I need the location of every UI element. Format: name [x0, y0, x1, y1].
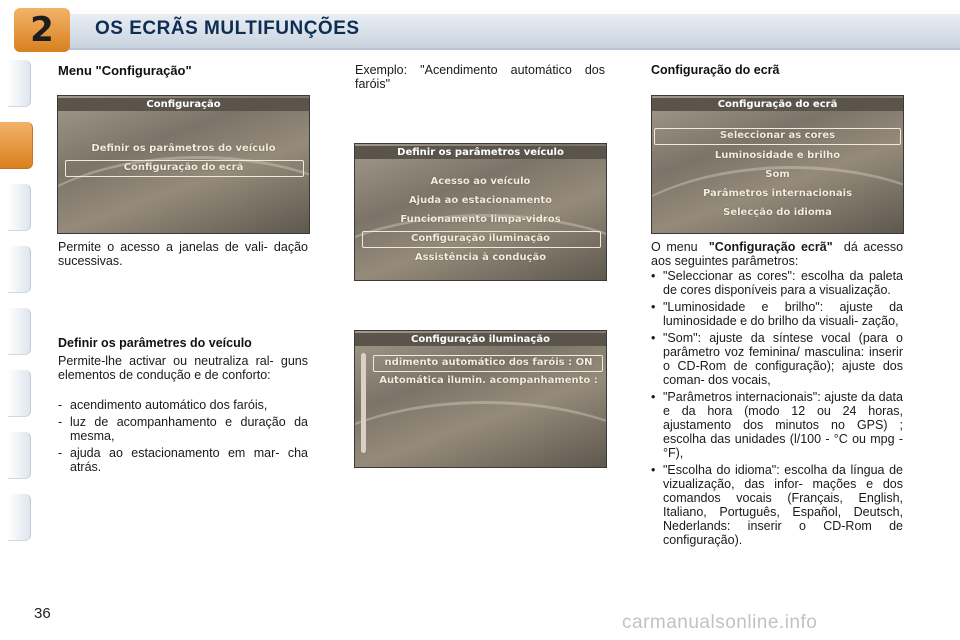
- col3-heading: Configuração do ecrã: [651, 63, 780, 77]
- col3-bullet-list: [651, 269, 903, 550]
- section2-list: [58, 398, 308, 477]
- screen-menu-item[interactable]: Funcionamento limpa-vidros: [400, 214, 561, 225]
- watermark: carmanualsonline.info: [622, 612, 818, 633]
- list-item: - luz de acompanhamento e duração da mesma,: [58, 415, 308, 443]
- screen-configuracao-ecra: [651, 95, 904, 234]
- screen-menu-item[interactable]: Assistência à condução: [414, 252, 547, 263]
- screen-menu-item-selected[interactable]: Seleccionar as cores: [719, 130, 836, 141]
- col3-intro: [651, 240, 903, 268]
- chapter-tab-5[interactable]: [8, 308, 31, 355]
- screen-menu-item[interactable]: Som: [765, 169, 790, 180]
- screen-menu-item-selected[interactable]: Configuração iluminação: [411, 233, 550, 244]
- screen-menu-item[interactable]: Acesso ao veículo: [430, 176, 531, 187]
- screen-scrollbar[interactable]: [361, 353, 366, 453]
- screen-menu-item[interactable]: Selecção do idioma: [723, 207, 832, 218]
- chapter-tabs: [0, 60, 34, 580]
- chapter-tab-8[interactable]: [8, 494, 31, 541]
- list-item: • "Luminosidade e brilho": ajuste da luminosidade e do brilho da visuali- zação,: [651, 300, 903, 328]
- chapter-tab-7[interactable]: [8, 432, 31, 479]
- list-item: • "Escolha do idioma": escolha da língua de vizualização, das infor- mações e dos comandos vocais (Français, English, Italiano, Português, Español, Deutsch, Nederlands: inserir o CD-Rom de configuração).: [651, 463, 903, 547]
- list-item: - acendimento automático dos faróis,: [58, 398, 308, 412]
- list-item: - ajuda ao estacionamento em mar- cha atrás.: [58, 446, 308, 474]
- screen-title: Configuração do ecrã: [652, 98, 903, 111]
- chapter-tab-2-active[interactable]: [0, 122, 33, 169]
- screen-title: Configuração: [58, 98, 309, 111]
- chapter-badge: 2: [14, 8, 70, 52]
- screen-menu-item[interactable]: Definir os parâmetros do veículo: [91, 143, 276, 154]
- intro-prefix: O menu: [651, 240, 698, 254]
- section2-paragraph: Permite-lhe activar ou neutraliza ral- guns elementos de condução e de conforto:: [58, 354, 308, 382]
- screen-menu-item-selected[interactable]: Configuração do ecrã: [123, 162, 244, 173]
- section2-heading: Definir os parâmetres do veículo: [58, 336, 252, 350]
- screen-configuracao-iluminacao: [354, 330, 607, 468]
- list-item: • "Parâmetros internacionais": ajuste da data e da hora (modo 12 ou 24 horas, ajustamento dos minutos no GPS) ; escolha das unidades (l/100 - °C ou mpg - °F),: [651, 390, 903, 460]
- screen-title: Configuração iluminação: [355, 333, 606, 346]
- chapter-tab-6[interactable]: [8, 370, 31, 417]
- screen-configuracao: [57, 95, 310, 234]
- intro-bold: "Configuração ecrã": [708, 240, 833, 254]
- list-item: • "Seleccionar as cores": escolha da paleta de cores disponíveis para a visualização.: [651, 269, 903, 297]
- col1-paragraph: Permite o acesso a janelas de vali- dação sucessivas.: [58, 240, 308, 268]
- page-number: 36: [34, 605, 51, 622]
- screen-menu-item[interactable]: Parâmetros internacionais: [702, 188, 853, 199]
- col2-caption: Exemplo: "Acendimento automático dos faróis": [355, 63, 605, 91]
- chapter-tab-3[interactable]: [8, 184, 31, 231]
- chapter-tab-4[interactable]: [8, 246, 31, 293]
- col1-heading: Menu "Configuração": [58, 63, 192, 78]
- screen-menu-item[interactable]: Automática ilumin. acompanhamento :: [379, 375, 598, 386]
- screen-menu-item[interactable]: Luminosidade e brilho: [714, 150, 841, 161]
- chapter-tab-1[interactable]: [8, 60, 31, 107]
- screen-title: Definir os parâmetros veículo: [355, 146, 606, 159]
- screen-menu-item-selected[interactable]: ndimento automático dos faróis : ON: [384, 357, 593, 368]
- page-title: OS ECRÃS MULTIFUNÇÕES: [95, 18, 360, 39]
- screen-definir-parametros: [354, 143, 607, 281]
- intro-suffix: dá acesso aos seguintes parâmetros:: [651, 240, 904, 268]
- list-item: • "Som": ajuste da síntese vocal (para o parâmetro voz feminina/ masculina: inserir o CD-Rom de configuração); ajuste dos coman- dos vocais,: [651, 331, 903, 387]
- screen-menu-item[interactable]: Ajuda ao estacionamento: [408, 195, 553, 206]
- screen-decor-arc: [354, 401, 607, 468]
